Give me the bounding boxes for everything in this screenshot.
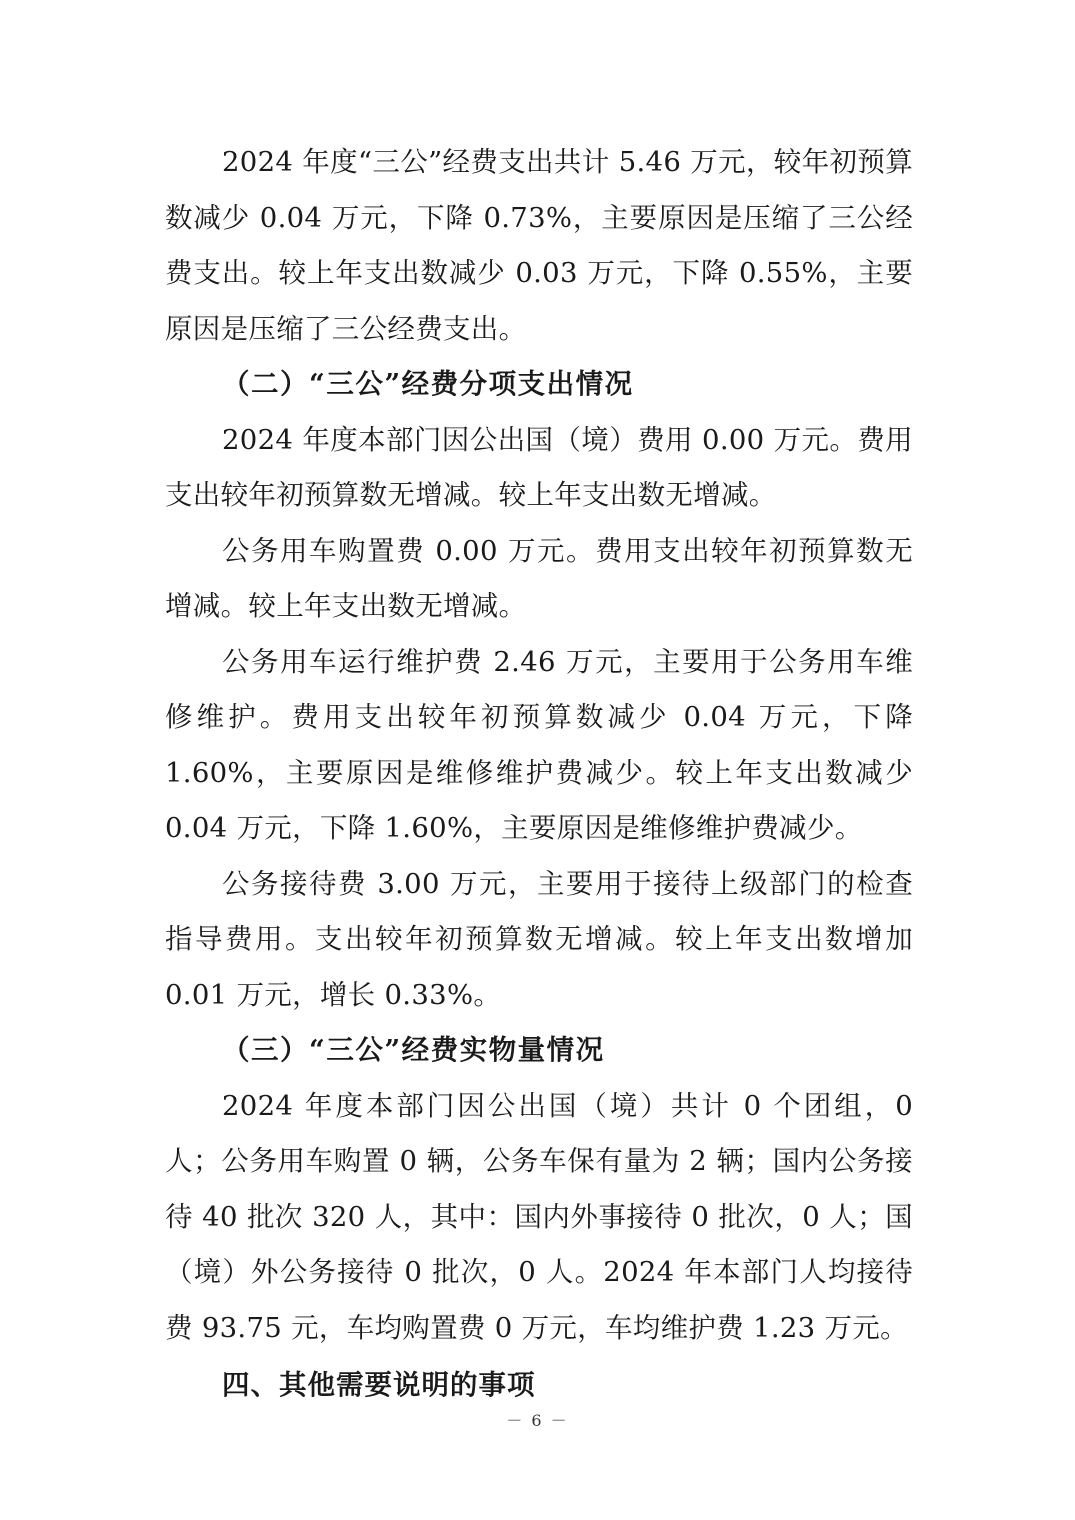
page-number: － 6 － [506,1411,569,1430]
paragraph-reception: 公务接待费 3.00 万元，主要用于接待上级部门的检查指导费用。支出较年初预算数无增减。较上年支出数增加 0.01 万元，增长 0.33%。 [165,867,913,1011]
paragraph-overseas-travel: 2024 年度本部门因公出国（境）费用 0.00 万元。费用支出较年初预算数无增减。较上年支出数无增减。 [165,423,913,511]
section-heading-itemized: （二）“三公”经费分项支出情况 [222,368,634,400]
paragraph-total-expenditure: 2024 年度“三公”经费支出共计 5.46 万元，较年初预算数减少 0.04 万元，下降 0.73%，主要原因是压缩了三公经费支出。较上年支出数减少 0.03 万元，下降 0.55%，主要原因是压缩了三公经费支出。 [165,146,913,345]
paragraph-physical-quantity: 2024 年度本部门因公出国（境）共计 0 个团组，0 人；公务用车购置 0 辆，公务车保有量为 2 辆；国内公务接待 40 批次 320 人，其中：国内外事接待 0 批次，0 人；国（境）外公务接待 0 批次，0 人。2024 年本部门人均接待费 93.75 元，车均购置费 0 万元，车均维护费 1.23 万元。 [165,1089,913,1344]
paragraph-vehicle-purchase: 公务用车购置费 0.00 万元。费用支出较年初预算数无增减。较上年支出数无增减。 [165,534,913,622]
section-heading-other-matters: 四、其他需要说明的事项 [222,1369,536,1401]
paragraph-vehicle-maintenance: 公务用车运行维护费 2.46 万元，主要用于公务用车维修维护。费用支出较年初预算数减少 0.04 万元，下降 1.60%，主要原因是维修维护费减少。较上年支出数减少 0.04 万元，下降 1.60%，主要原因是维修维护费减少。 [165,645,913,844]
section-heading-physical-quantity: （三）“三公”经费实物量情况 [222,1034,605,1066]
document-body [165,135,913,1414]
